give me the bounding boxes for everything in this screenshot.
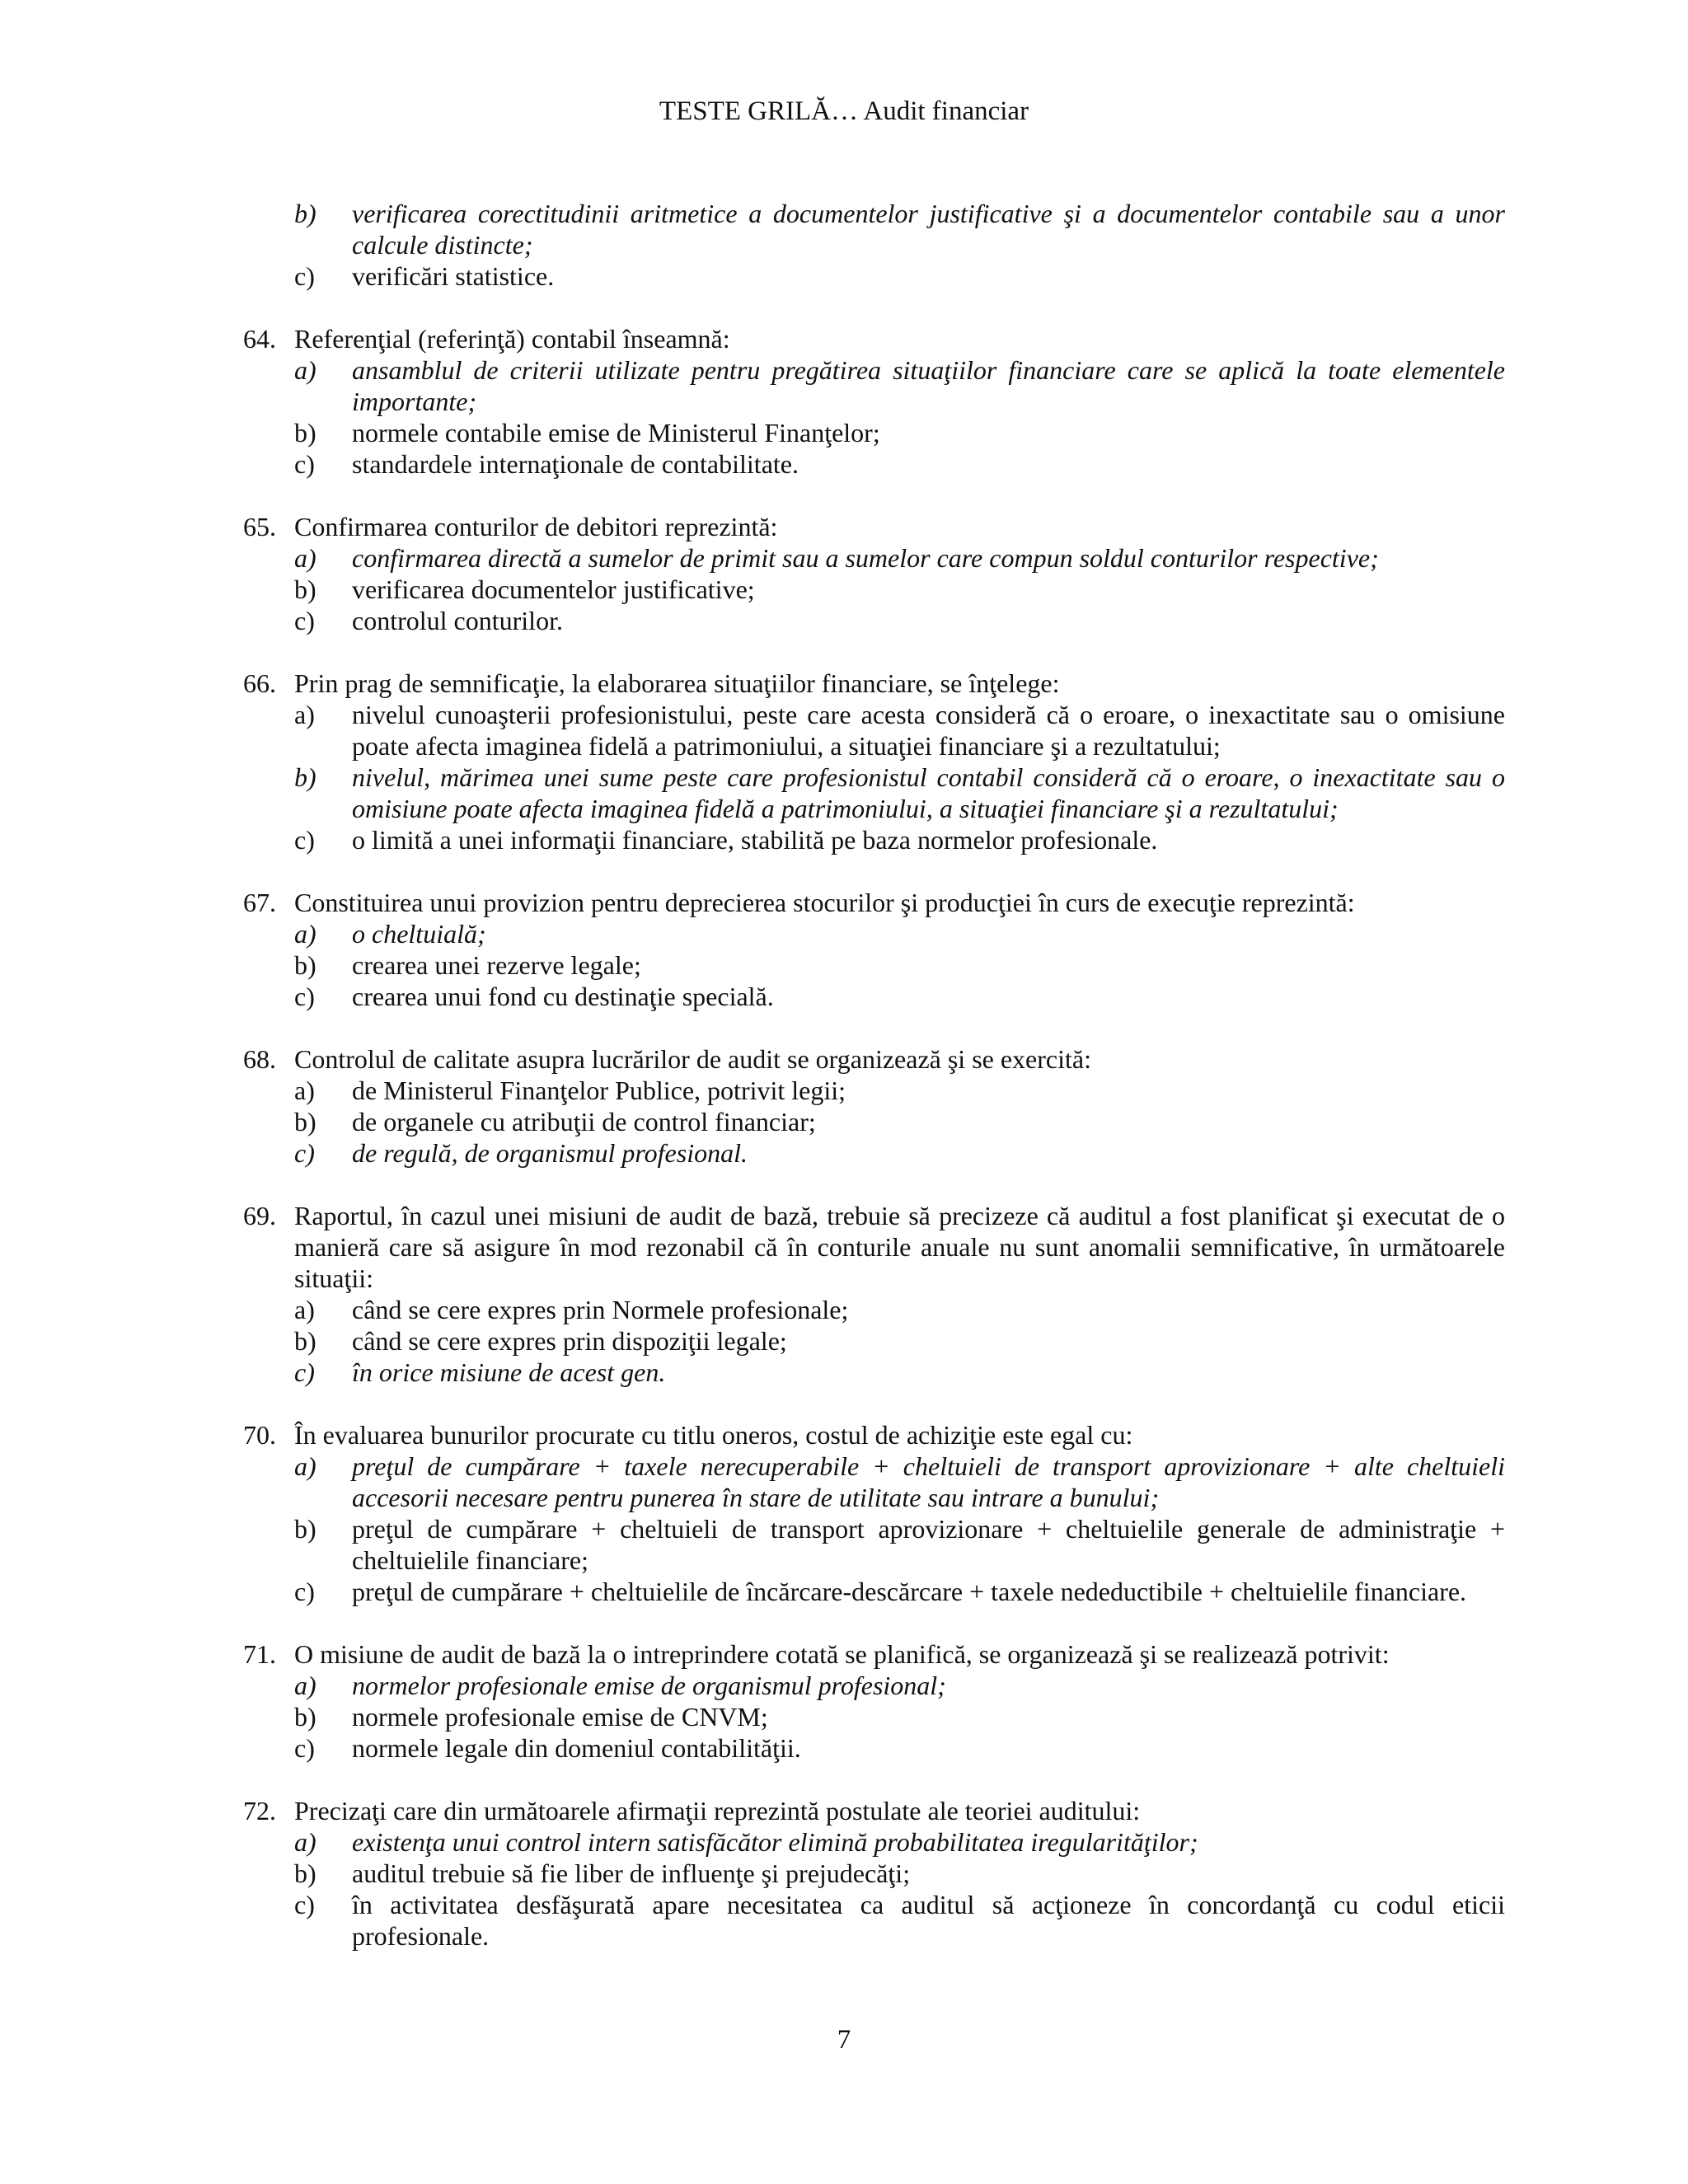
question-text: Raportul, în cazul unei misiuni de audit de bază, trebuie să precizeze că auditul a fost planificat şi executat de o manieră care să asigure în mod rezonabil că în conturile anuale nu sunt anomalii semnificative, în următoarele situaţii: <box>294 1201 1505 1293</box>
answer-option <box>0 1106 1688 1137</box>
option-text: o cheltuială; <box>352 919 486 949</box>
question-text: Constituirea unui provizion pentru deprecierea stocurilor şi producţiei în curs de execuţie reprezintă: <box>294 888 1355 917</box>
option-letter: b) <box>294 1858 316 1888</box>
option-letter: a) <box>294 1076 315 1105</box>
question-block <box>0 1043 1688 1169</box>
question-block <box>0 1200 1688 1388</box>
option-text: crearea unei rezerve legale; <box>352 950 641 980</box>
option-text: când se cere expres prin dispoziţii legale; <box>352 1326 787 1356</box>
answer-option <box>0 1889 1688 1952</box>
question-continuation <box>0 198 1688 292</box>
option-text: normele contabile emise de Ministerul Finanţelor; <box>352 418 880 448</box>
answer-option <box>0 1075 1688 1106</box>
question-block <box>0 668 1688 855</box>
question-block <box>0 323 1688 480</box>
question-stem <box>0 1638 1688 1670</box>
option-letter: b) <box>294 1514 316 1544</box>
question-text: O misiune de audit de bază la o intreprindere cotată se planifică, se organizează şi se realizează potrivit: <box>294 1639 1390 1669</box>
answer-option <box>0 762 1688 824</box>
option-text: existenţa unui control intern satisfăcător elimină probabilitatea iregularităţilor; <box>352 1827 1198 1857</box>
option-letter: c) <box>294 825 315 855</box>
question-stem <box>0 323 1688 354</box>
option-text: normelor profesionale emise de organismul profesional; <box>352 1671 946 1700</box>
answer-option <box>0 1858 1688 1889</box>
option-letter: b) <box>294 199 316 228</box>
option-letter: c) <box>294 1138 315 1168</box>
option-letter: b) <box>294 1326 316 1356</box>
option-text: în orice misiune de acest gen. <box>352 1357 666 1387</box>
option-letter: c) <box>294 449 315 479</box>
question-stem <box>0 1200 1688 1294</box>
option-letter: a) <box>294 1827 316 1857</box>
option-text: preţul de cumpărare + cheltuieli de transport aprovizionare + cheltuielile generale de administraţie + cheltuielile financiare; <box>352 1514 1505 1575</box>
question-text: Controlul de calitate asupra lucrărilor de audit se organizează şi se exercită: <box>294 1044 1091 1074</box>
question-number: 65. <box>243 512 276 541</box>
option-letter: a) <box>294 919 316 949</box>
answer-option <box>0 542 1688 574</box>
question-stem <box>0 668 1688 699</box>
answer-option <box>0 1357 1688 1388</box>
question-number: 67. <box>243 888 276 917</box>
option-text: verificări statistice. <box>352 261 555 291</box>
answer-option <box>0 1732 1688 1764</box>
option-text: preţul de cumpărare + taxele nerecuperabile + cheltuieli de transport aprovizionare + alte cheltuieli accesorii necesare pentru punerea în stare de utilitate sau intrare a bunului; <box>352 1451 1505 1512</box>
question-stem <box>0 887 1688 918</box>
option-text: nivelul, mărimea unei sume peste care profesionistul contabil consideră că o eroare, o inexactitate sau o omisiune poate afecta imaginea fidelă a patrimoniului, a situaţiei financiare şi a rezultatului; <box>352 762 1505 823</box>
option-text: de Ministerul Finanţelor Publice, potrivit legii; <box>352 1076 846 1105</box>
question-stem <box>0 1043 1688 1075</box>
option-letter: c) <box>294 261 315 291</box>
question-number: 69. <box>243 1201 276 1230</box>
answer-option <box>0 417 1688 448</box>
option-letter: b) <box>294 762 316 792</box>
question-number: 66. <box>243 668 276 698</box>
answer-option <box>0 198 1688 260</box>
answer-option <box>0 1670 1688 1701</box>
question-block <box>0 887 1688 1012</box>
option-letter: a) <box>294 1451 316 1481</box>
answer-option <box>0 574 1688 605</box>
option-text: când se cere expres prin Normele profesionale; <box>352 1295 849 1324</box>
question-block <box>0 1638 1688 1764</box>
option-text: crearea unui fond cu destinaţie specială. <box>352 982 774 1011</box>
option-letter: c) <box>294 1733 315 1763</box>
question-stem <box>0 1419 1688 1451</box>
option-letter: b) <box>294 1702 316 1732</box>
answer-option <box>0 1451 1688 1513</box>
page-number: 7 <box>837 2025 851 2055</box>
option-letter: c) <box>294 1890 315 1919</box>
answer-option <box>0 949 1688 981</box>
answer-option <box>0 448 1688 480</box>
option-letter: a) <box>294 355 316 385</box>
answer-option <box>0 699 1688 762</box>
option-letter: c) <box>294 606 315 635</box>
question-block <box>0 1795 1688 1952</box>
option-letter: a) <box>294 1671 316 1700</box>
question-number: 70. <box>243 1420 276 1450</box>
question-text: Precizaţi care din următoarele afirmaţii reprezintă postulate ale teoriei auditului: <box>294 1796 1141 1825</box>
option-text: normele profesionale emise de CNVM; <box>352 1702 768 1732</box>
question-number: 71. <box>243 1639 276 1669</box>
option-letter: a) <box>294 1295 315 1324</box>
question-text: Confirmarea conturilor de debitori reprezintă: <box>294 512 778 541</box>
option-letter: b) <box>294 574 316 604</box>
option-letter: b) <box>294 950 316 980</box>
option-text: de organele cu atribuţii de control financiar; <box>352 1107 816 1137</box>
answer-option <box>0 605 1688 636</box>
answer-option <box>0 260 1688 292</box>
question-text: Referenţial (referinţă) contabil înseamnă: <box>294 324 730 354</box>
option-text: normele legale din domeniul contabilităţii. <box>352 1733 801 1763</box>
option-letter: a) <box>294 543 316 573</box>
option-text: controlul conturilor. <box>352 606 563 635</box>
option-text: standardele internaţionale de contabilitate. <box>352 449 799 479</box>
option-text: preţul de cumpărare + cheltuielile de încărcare-descărcare + taxele nedeductibile + cheltuielile financiare. <box>352 1577 1467 1606</box>
page-header: TESTE GRILĂ… Audit financiar <box>659 96 1029 126</box>
option-text: verificarea corectitudinii aritmetice a documentelor justificative şi a documentelor contabile sau a unor calcule distincte; <box>352 199 1505 260</box>
answer-option <box>0 918 1688 949</box>
option-text: ansamblul de criterii utilizate pentru pregătirea situaţiilor financiare care se aplică la toate elementele importante; <box>352 355 1505 416</box>
option-letter: b) <box>294 418 316 448</box>
option-text: confirmarea directă a sumelor de primit sau a sumelor care compun soldul conturilor respective; <box>352 543 1379 573</box>
option-text: nivelul cunoaşterii profesionistului, peste care acesta consideră că o eroare, o inexactitate sau o omisiune poate afecta imaginea fidelă a patrimoniului, a situaţiei financiare şi a rezultatului; <box>352 700 1505 761</box>
question-block <box>0 1419 1688 1607</box>
question-number: 72. <box>243 1796 276 1825</box>
question-number: 68. <box>243 1044 276 1074</box>
question-stem <box>0 1795 1688 1826</box>
question-list <box>0 198 1688 1983</box>
questions-container <box>0 323 1688 1952</box>
answer-option <box>0 1137 1688 1169</box>
question-block <box>0 511 1688 636</box>
question-stem <box>0 511 1688 542</box>
answer-option <box>0 1826 1688 1858</box>
answer-option <box>0 981 1688 1012</box>
option-text: în activitatea desfăşurată apare necesitatea ca auditul să acţioneze în concordanţă cu codul eticii profesionale. <box>352 1890 1505 1951</box>
question-text: Prin prag de semnificaţie, la elaborarea situaţiilor financiare, se înţelege: <box>294 668 1060 698</box>
answer-option <box>0 1325 1688 1357</box>
question-text: În evaluarea bunurilor procurate cu titlu oneros, costul de achiziţie este egal cu: <box>294 1420 1133 1450</box>
answer-option <box>0 1513 1688 1576</box>
option-letter: a) <box>294 700 315 729</box>
question-number: 64. <box>243 324 276 354</box>
option-letter: c) <box>294 1357 315 1387</box>
answer-option <box>0 1701 1688 1732</box>
option-text: de regulă, de organismul profesional. <box>352 1138 748 1168</box>
answer-option <box>0 1294 1688 1325</box>
option-text: o limită a unei informaţii financiare, stabilită pe baza normelor profesionale. <box>352 825 1158 855</box>
option-letter: c) <box>294 1577 315 1606</box>
answer-option <box>0 1576 1688 1607</box>
option-text: auditul trebuie să fie liber de influenţe şi prejudecăţi; <box>352 1858 911 1888</box>
option-text: verificarea documentelor justificative; <box>352 574 755 604</box>
option-letter: b) <box>294 1107 316 1137</box>
answer-option <box>0 824 1688 855</box>
option-letter: c) <box>294 982 315 1011</box>
answer-option <box>0 354 1688 417</box>
